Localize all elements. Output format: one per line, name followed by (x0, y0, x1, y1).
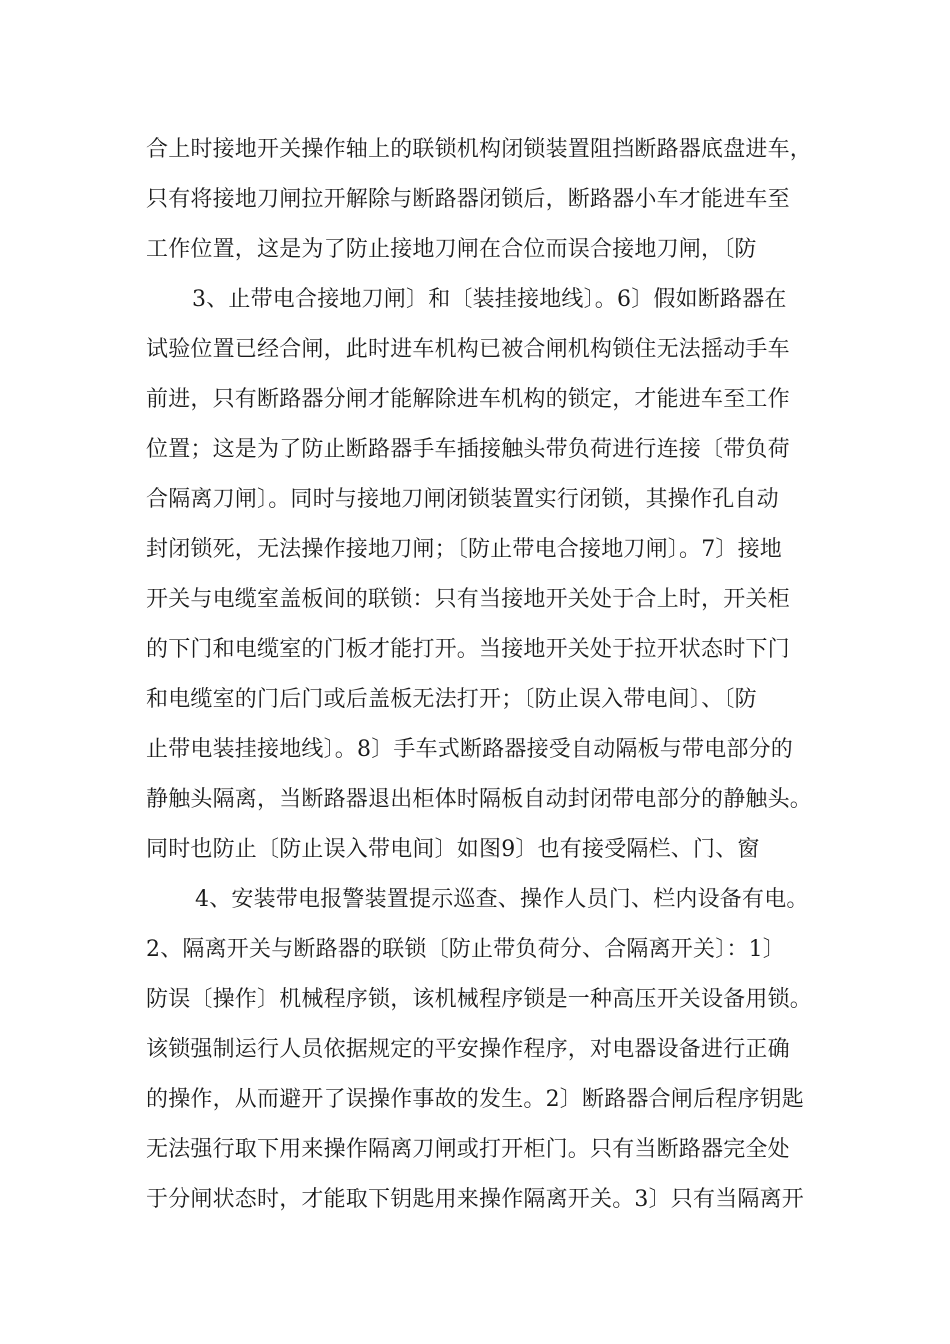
text-line: 止带电装挂接地线〕。8〕手车式断路器接受自动隔板与带电部分的 (146, 737, 793, 762)
text-line: 于分闸状态时，才能取下钥匙用来操作隔离开关。3〕只有当隔离开 (146, 1187, 804, 1212)
text-line: 前进，只有断路器分闸才能解除进车机构的锁定，才能进车至工作 (146, 387, 790, 412)
text-line: 合上时接地开关操作轴上的联锁机构闭锁装置阻挡断路器底盘进车， (146, 137, 813, 162)
text-line: 3、止带电合接地刀闸〕和〔装挂接地线〕。6〕假如断路器在 (192, 287, 787, 312)
text-line: 合隔离刀闸〕。同时与接地刀闸闭锁装置实行闭锁，其操作孔自动 (146, 487, 779, 512)
text-line: 静触头隔离，当断路器退出柜体时隔板自动封闭带电部分的静触头。 (146, 787, 813, 812)
text-line: 无法强行取下用来操作隔离刀闸或打开柜门。只有当断路器完全处 (146, 1137, 790, 1162)
text-line: 封闭锁死，无法操作接地刀闸；〔防止带电合接地刀闸〕。7〕接地 (146, 537, 782, 562)
text-line: 试验位置已经合闸，此时进车机构已被合闸机构锁住无法摇动手车 (146, 337, 790, 362)
text-line: 工作位置，这是为了防止接地刀闸在合位而误合接地刀闸，〔防 (146, 237, 757, 262)
text-line: 位置；这是为了防止断路器手车插接触头带负荷进行连接〔带负荷 (146, 437, 790, 462)
text-line: 的操作，从而避开了误操作事故的发生。2〕断路器合闸后程序钥匙 (146, 1087, 804, 1112)
text-line: 的下门和电缆室的门板才能打开。当接地开关处于拉开状态时下门 (146, 637, 790, 662)
text-line: 同时也防止〔防止误入带电间〕如图9〕也有接受隔栏、门、窗 (146, 837, 760, 862)
text-line: 2、隔离开关与断路器的联锁〔防止带负荷分、合隔离开关〕：1〕 (146, 937, 785, 962)
text-line: 该锁强制运行人员依据规定的平安操作程序，对电器设备进行正确 (146, 1037, 790, 1062)
text-line: 和电缆室的门后门或后盖板无法打开；〔防止误入带电间〕、〔防 (146, 687, 757, 712)
text-line: 防误〔操作〕机械程序锁，该机械程序锁是一种高压开关设备用锁。 (146, 987, 813, 1012)
text-line: 只有将接地刀闸拉开解除与断路器闭锁后，断路器小车才能进车至 (146, 187, 790, 212)
text-line: 4、安装带电报警装置提示巡查、操作人员门、栏内设备有电。 (195, 887, 809, 912)
text-line: 开关与电缆室盖板间的联锁：只有当接地开关处于合上时，开关柜 (146, 587, 790, 612)
